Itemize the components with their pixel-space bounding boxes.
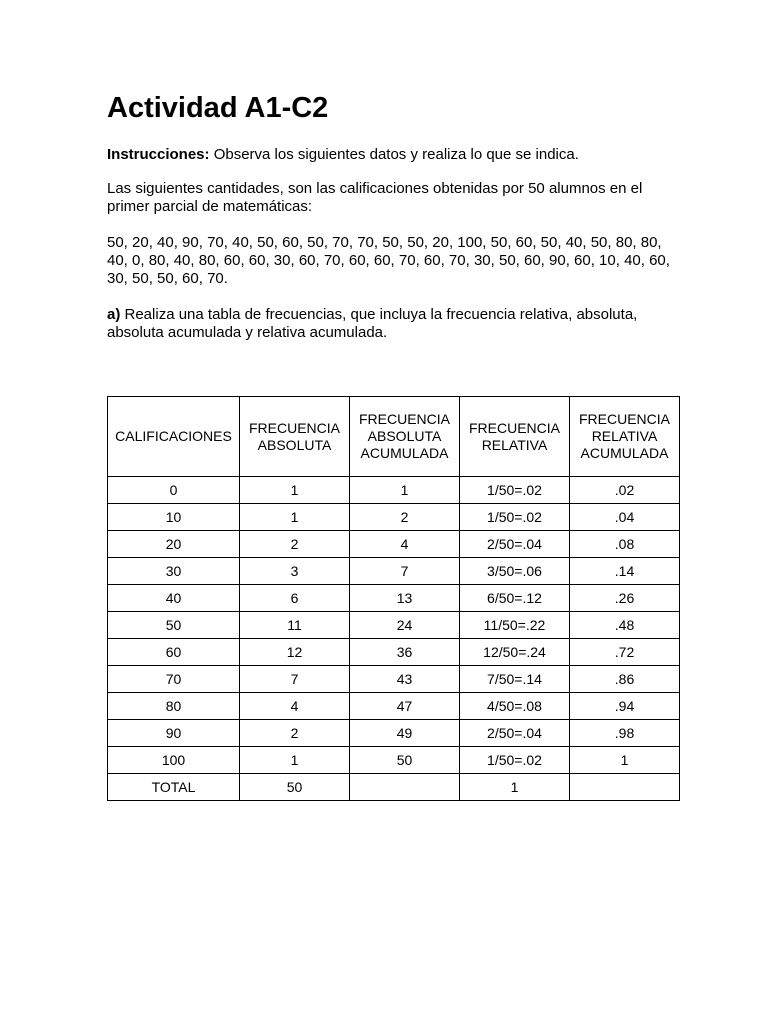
frecuencia-absoluta-cell: 1 [240,477,350,504]
frecuencia-relativa-cell: 2/50=.04 [460,531,570,558]
calificacion-cell: 40 [108,585,240,612]
frecuencia-absoluta-cell: 1 [240,747,350,774]
frecuencia-absoluta-cell: 3 [240,558,350,585]
frequency-table [107,396,680,801]
frecuencia-absoluta-cell: 1 [240,504,350,531]
frecuencia-absoluta-cell: 50 [240,774,350,801]
grades-data-list: 50, 20, 40, 90, 70, 40, 50, 60, 50, 70, 70, 50, 50, 20, 100, 50, 60, 50, 40, 50, 80, 80, 40, 0, 80, 40, 80, 60, 60, 30, 60, 70, 60, 60, 70, 60, 70, 30, 50, 60, 90, 60, 10, 40, 60, 30, 50, 50, 60, 70. [107,234,670,287]
frecuencia-relativa-acumulada-cell: .14 [570,558,680,585]
frecuencia-absoluta-cell: 12 [240,639,350,666]
frecuencia-absoluta-cell: 2 [240,720,350,747]
table-row [108,693,680,720]
header-line: RELATIVA [481,436,548,453]
frecuencia-absoluta-acumulada-cell: 7 [350,558,460,585]
frecuencia-relativa-cell: 1/50=.02 [460,504,570,531]
task-paragraph [107,306,679,342]
calificacion-cell: 60 [108,639,240,666]
calificacion-cell: 20 [108,531,240,558]
header-line: ACUMULADA [360,445,449,461]
table-row [108,666,680,693]
task-text: Realiza una tabla de frecuencias, que incluya la frecuencia relativa, absoluta, absoluta acumulada y relativa acumulada. [107,306,638,341]
table-row [108,747,680,774]
frecuencia-absoluta-acumulada-cell: 4 [350,531,460,558]
header-frecuencia-absoluta [240,397,350,477]
frecuencia-absoluta-acumulada-cell: 36 [350,639,460,666]
frecuencia-relativa-cell: 4/50=.08 [460,693,570,720]
header-line: RELATIVA [591,428,658,444]
header-frecuencia-relativa-acumulada [570,397,680,477]
header-line: FRECUENCIA [358,411,450,427]
calificacion-cell: 50 [108,612,240,639]
table-row [108,477,680,504]
frecuencia-relativa-acumulada-cell: .48 [570,612,680,639]
table-header-row [108,397,680,477]
table-row [108,558,680,585]
frecuencia-relativa-acumulada-cell: .94 [570,693,680,720]
table-row [108,612,680,639]
frecuencia-relativa-acumulada-cell [570,774,680,801]
calificacion-cell: 80 [108,693,240,720]
frecuencia-relativa-cell: 1/50=.02 [460,477,570,504]
frecuencia-absoluta-acumulada-cell: 24 [350,612,460,639]
frecuencia-relativa-acumulada-cell: .04 [570,504,680,531]
header-frecuencia-absoluta-acumulada [350,397,460,477]
header-frecuencia-relativa [460,397,570,477]
instructions-text: Observa los siguientes datos y realiza lo que se indica. [209,146,579,163]
frecuencia-absoluta-cell: 6 [240,585,350,612]
frecuencia-relativa-cell: 1/50=.02 [460,747,570,774]
table-row [108,585,680,612]
frecuencia-absoluta-acumulada-cell: 43 [350,666,460,693]
header-line: ABSOLUTA [367,428,442,444]
frecuencia-absoluta-acumulada-cell [350,774,460,801]
intro-paragraph: Las siguientes cantidades, son las calificaciones obtenidas por 50 alumnos en el primer parcial de matemáticas: [107,180,643,215]
frecuencia-relativa-acumulada-cell: .98 [570,720,680,747]
calificacion-cell: 30 [108,558,240,585]
frecuencia-absoluta-acumulada-cell: 49 [350,720,460,747]
frecuencia-relativa-acumulada-cell: .86 [570,666,680,693]
instructions-label: Instrucciones: [107,146,210,163]
instructions-paragraph [107,146,679,164]
header-line: ABSOLUTA [257,436,332,453]
header-line: CALIFICACIONES [115,428,232,444]
header-line: FRECUENCIA [248,419,340,436]
calificacion-cell: TOTAL [108,774,240,801]
frecuencia-relativa-cell: 6/50=.12 [460,585,570,612]
frecuencia-relativa-acumulada-cell: .02 [570,477,680,504]
task-label: a) [107,306,121,323]
page-title: Actividad A1-C2 [107,92,329,124]
header-line: FRECUENCIA [468,419,560,436]
frecuencia-absoluta-acumulada-cell: 47 [350,693,460,720]
table-row [108,531,680,558]
frecuencia-absoluta-cell: 7 [240,666,350,693]
frecuencia-relativa-cell: 12/50=.24 [460,639,570,666]
frecuencia-absoluta-acumulada-cell: 1 [350,477,460,504]
frecuencia-relativa-cell: 7/50=.14 [460,666,570,693]
header-line: FRECUENCIA [578,411,670,427]
table-row [108,639,680,666]
table-row [108,504,680,531]
calificacion-cell: 90 [108,720,240,747]
frecuencia-absoluta-acumulada-cell: 2 [350,504,460,531]
table-body [108,477,680,801]
calificacion-cell: 70 [108,666,240,693]
frecuencia-relativa-acumulada-cell: .26 [570,585,680,612]
frecuencia-relativa-cell: 2/50=.04 [460,720,570,747]
calificacion-cell: 0 [108,477,240,504]
calificacion-cell: 100 [108,747,240,774]
frecuencia-absoluta-acumulada-cell: 50 [350,747,460,774]
frecuencia-absoluta-cell: 4 [240,693,350,720]
frecuencia-relativa-cell: 3/50=.06 [460,558,570,585]
calificacion-cell: 10 [108,504,240,531]
table-total-row [108,774,680,801]
frecuencia-relativa-acumulada-cell: 1 [570,747,680,774]
frecuencia-absoluta-cell: 2 [240,531,350,558]
frecuencia-relativa-acumulada-cell: .08 [570,531,680,558]
frecuencia-relativa-cell: 11/50=.22 [460,612,570,639]
header-calificaciones [108,397,240,477]
table-row [108,720,680,747]
header-line: ACUMULADA [580,445,669,461]
frecuencia-relativa-acumulada-cell: .72 [570,639,680,666]
frecuencia-relativa-cell: 1 [460,774,570,801]
frecuencia-absoluta-cell: 11 [240,612,350,639]
frecuencia-absoluta-acumulada-cell: 13 [350,585,460,612]
